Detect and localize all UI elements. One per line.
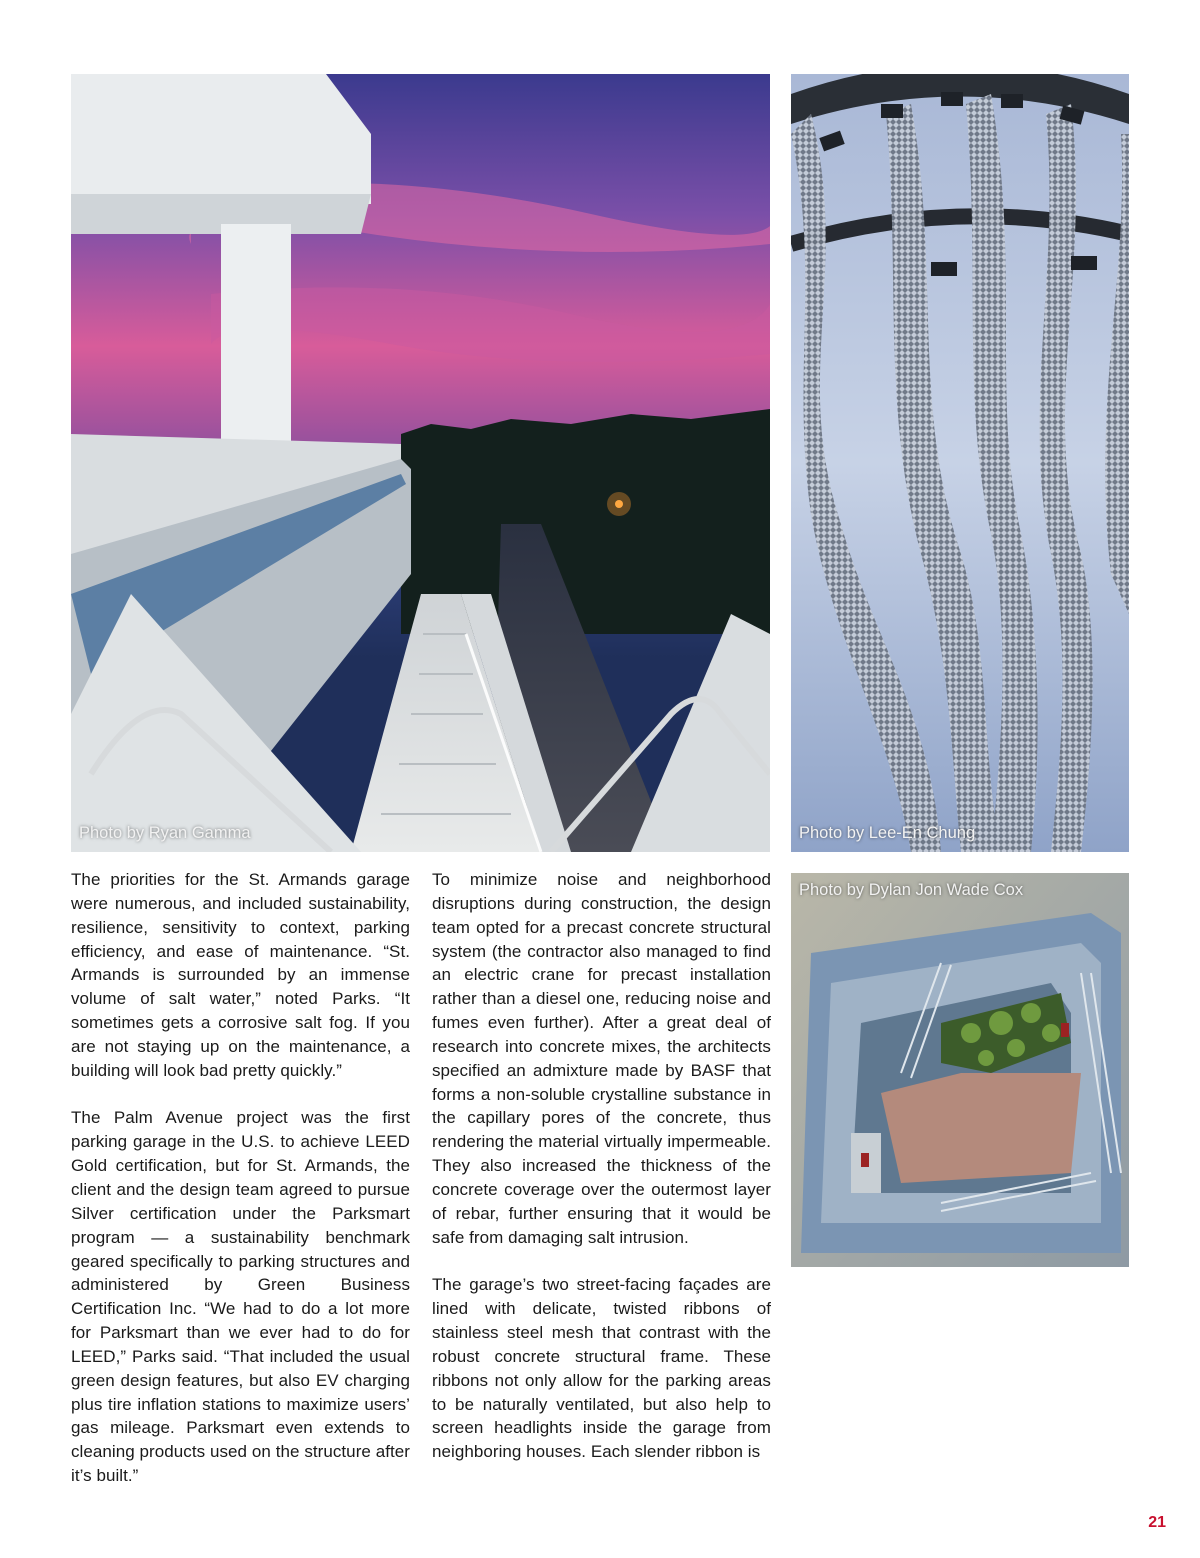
article-paragraph: The priorities for the St. Armands garage were numerous, and included sustainability, resilience, sensitivity to context, parking efficiency, and ease of maintenance. “St. Armands is surrounded by an immense volume of salt water,” noted Parks. “It sometimes gets a corrosive salt fog. If you are not staying up on the maintenance, a building will look bad pretty quickly.” <box>71 870 410 1080</box>
aerial-illustration <box>791 873 1129 1267</box>
photo-credit: Photo by Ryan Gamma <box>79 824 251 842</box>
stairs-photo <box>71 74 770 852</box>
photo-credit: Photo by Lee-En Chung <box>799 824 976 842</box>
stairs-illustration <box>71 74 770 852</box>
article-column-2 <box>432 868 771 1488</box>
article-paragraph: The garage’s two street-facing façades are lined with delicate, twisted ribbons of stainless steel mesh that contrast with the robust concrete structural frame. These ribbons not only allow for the parking areas to be naturally ventilated, but also help to screen headlights inside the garage from neighboring houses. Each slender ribbon is <box>432 1275 771 1462</box>
article-paragraph: To minimize noise and neighborhood disruptions during construction, the design team opted for a precast concrete structural system (the contractor also managed to find an electric crane for precast installation rather than a diesel one, reducing noise and fumes even further). After a great deal of research into concrete mixes, the architects specified an admixture made by BASF that forms a non-soluble crystalline substance in the capillary pores of the concrete, thus rendering the material virtually impermeable. They also increased the thickness of the concrete coverage over the outermost layer of rebar, further ensuring that it would be safe from damaging salt intrusion. <box>432 870 771 1247</box>
mesh-illustration <box>791 74 1129 852</box>
aerial-courtyard-photo <box>791 873 1129 1267</box>
article-column-1 <box>71 868 410 1512</box>
article-paragraph: The Palm Avenue project was the first parking garage in the U.S. to achieve LEED Gold certification, but for St. Armands, the client and the design team agreed to pursue Silver certification under the Parksmart program — a sustainability benchmark geared specifically to parking structures and administered by Green Business Certification Inc. “We had to do a lot more for Parksmart than we ever had to do for LEED,” Parks said. “That included the usual green design features, but also EV charging plus tire inflation stations to maximize users’ gas mileage. Parksmart even extends to cleaning products used on the structure after it’s built.” <box>71 1108 410 1486</box>
photo-credit: Photo by Dylan Jon Wade Cox <box>799 881 1024 899</box>
mesh-ribbons-photo <box>791 74 1129 852</box>
page-number: 21 <box>1148 1514 1166 1531</box>
